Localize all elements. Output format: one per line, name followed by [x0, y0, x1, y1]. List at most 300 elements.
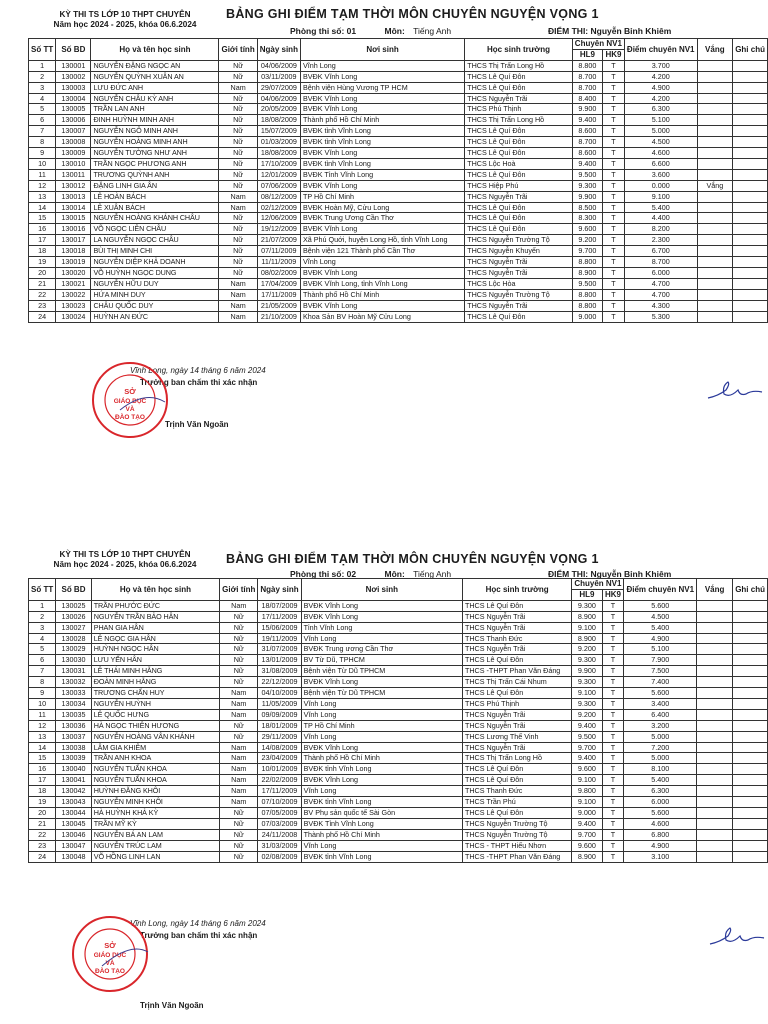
cell-noi-sinh: Thành phố Hồ Chí Minh — [301, 753, 462, 764]
cell-gioi-tinh: Nam — [220, 688, 258, 699]
cell-vang — [697, 851, 733, 862]
cell-so-tt: 21 — [29, 818, 56, 829]
cell-so-tt: 8 — [29, 137, 56, 148]
cell-so-tt: 10 — [29, 698, 56, 709]
cell-noi-sinh: BV Từ Dũ, TPHCM — [301, 655, 462, 666]
subject-label: Môn: — [384, 569, 405, 579]
cell-ho-ten: LÊ HOÀN BÁCH — [91, 191, 219, 202]
cell-so-tt: 24 — [29, 851, 56, 862]
cell-hl9: 9.300 — [572, 677, 602, 688]
table-row — [29, 235, 768, 246]
cell-hl9: 9.900 — [572, 104, 602, 115]
col-gioi-tinh: Giới tính — [219, 39, 257, 61]
cell-hl9: 9.300 — [572, 600, 602, 611]
cell-ngay-sinh: 08/12/2009 — [257, 191, 300, 202]
cell-truong: THCS Lê Quí Đôn — [462, 775, 571, 786]
cell-gioi-tinh: Nam — [220, 709, 258, 720]
cell-gioi-tinh: Nữ — [219, 71, 257, 82]
cell-gioi-tinh: Nữ — [219, 115, 257, 126]
cell-noi-sinh: BVĐK Vĩnh Long — [300, 180, 464, 191]
cell-ho-ten: LÊ NGỌC GIA HÂN — [91, 633, 219, 644]
cell-hk9: T — [603, 169, 625, 180]
cell-ngay-sinh: 29/11/2009 — [258, 731, 301, 742]
table-row — [29, 268, 768, 279]
col-hk9: HK9 — [603, 49, 625, 60]
cell-so-bd: 130032 — [56, 677, 92, 688]
cell-ho-ten: LƯU ĐỨC ANH — [91, 82, 219, 93]
cell-noi-sinh: Bệnh viện 121 Thành phố Cần Thơ — [300, 246, 464, 257]
cell-ghi-chu — [733, 622, 768, 633]
cell-diem: 4.900 — [624, 82, 697, 93]
cell-ngay-sinh: 17/04/2009 — [257, 278, 300, 289]
cell-ho-ten: TRƯƠNG CHẤN HUY — [91, 688, 219, 699]
cell-ngay-sinh: 07/03/2009 — [258, 818, 301, 829]
cell-ghi-chu — [733, 633, 768, 644]
cell-hl9: 9.700 — [572, 742, 602, 753]
cell-ghi-chu — [733, 300, 768, 311]
cell-so-bd: 130001 — [56, 60, 91, 71]
cell-gioi-tinh: Nam — [220, 753, 258, 764]
cell-so-bd: 130047 — [56, 840, 92, 851]
cell-so-bd: 130046 — [56, 829, 92, 840]
cell-noi-sinh: BVĐK Vĩnh Long — [300, 93, 464, 104]
cell-so-tt: 24 — [29, 311, 56, 322]
cell-noi-sinh: BVĐK Vĩnh Long — [301, 611, 462, 622]
cell-hk9: T — [602, 731, 624, 742]
cell-ghi-chu — [733, 764, 768, 775]
cell-ho-ten: VÕ HỒNG LINH LAN — [91, 851, 219, 862]
cell-noi-sinh: BVĐK Vĩnh Long — [301, 600, 462, 611]
cell-noi-sinh: BVĐK tỉnh Vĩnh Long — [300, 137, 464, 148]
cell-so-bd: 130029 — [56, 644, 92, 655]
cell-so-bd: 130002 — [56, 71, 91, 82]
table-row — [29, 115, 768, 126]
cell-ho-ten: VÕ HUỲNH NGỌC DUNG — [91, 268, 219, 279]
cell-hl9: 8.700 — [572, 82, 602, 93]
cell-vang — [697, 257, 733, 268]
cell-so-bd: 130040 — [56, 764, 92, 775]
cell-ho-ten: NGUYỄN TRẦN BẢO HÂN — [91, 611, 219, 622]
cell-vang — [697, 104, 733, 115]
cell-hl9: 9.100 — [572, 688, 602, 699]
cell-ghi-chu — [733, 829, 768, 840]
cell-diem: 5.100 — [624, 644, 697, 655]
cell-hl9: 8.800 — [572, 300, 602, 311]
cell-ngay-sinh: 17/10/2009 — [257, 158, 300, 169]
cell-so-tt: 17 — [29, 775, 56, 786]
cell-hk9: T — [602, 677, 624, 688]
table-row — [29, 213, 768, 224]
cell-noi-sinh: Bệnh viện Từ Dũ TPHCM — [301, 666, 462, 677]
table-row — [29, 851, 768, 862]
cell-hl9: 8.300 — [572, 213, 602, 224]
cell-truong: THCS Lê Quí Đôn — [465, 202, 573, 213]
cell-hl9: 8.800 — [572, 257, 602, 268]
cell-noi-sinh: Thành phố Hồ Chí Minh — [301, 829, 462, 840]
cell-hk9: T — [602, 851, 624, 862]
cell-ngay-sinh: 07/10/2009 — [258, 797, 301, 808]
cell-so-bd: 130020 — [56, 268, 91, 279]
cell-diem: 5.400 — [624, 775, 697, 786]
cell-ho-ten: NGUYỄN HOÀNG VÂN KHÁNH — [91, 731, 219, 742]
cell-noi-sinh: BVĐK Vĩnh Long — [301, 775, 462, 786]
cell-vang — [697, 158, 733, 169]
cell-truong: THCS Lê Quí Đôn — [465, 169, 573, 180]
cell-hk9: T — [603, 213, 625, 224]
cell-so-tt: 4 — [29, 633, 56, 644]
cell-ho-ten: LƯU YẾN HÂN — [91, 655, 219, 666]
cell-truong: THCS Lê Quí Đôn — [462, 808, 571, 819]
cell-so-tt: 23 — [29, 840, 56, 851]
cell-vang — [697, 278, 733, 289]
cell-truong: THCS Nguyễn Trãi — [465, 300, 573, 311]
table-row — [29, 180, 768, 191]
cell-gioi-tinh: Nữ — [219, 268, 257, 279]
cell-ghi-chu — [733, 126, 768, 137]
cell-ho-ten: NGUYỄN TUẤN KHOA — [91, 775, 219, 786]
cell-hl9: 9.000 — [572, 311, 602, 322]
cell-hl9: 9.500 — [572, 278, 602, 289]
cell-so-tt: 17 — [29, 235, 56, 246]
cell-noi-sinh: BVĐK Vĩnh Long — [300, 148, 464, 159]
cell-hk9: T — [603, 289, 625, 300]
cell-hl9: 8.900 — [572, 268, 602, 279]
cell-so-tt: 3 — [29, 82, 56, 93]
cell-ho-ten: TRẦN PHƯỚC ĐỨC — [91, 600, 219, 611]
cell-so-tt: 1 — [29, 600, 56, 611]
table-row — [29, 82, 768, 93]
cell-vang — [697, 246, 733, 257]
cell-gioi-tinh: Nữ — [220, 851, 258, 862]
cell-ngay-sinh: 23/04/2009 — [258, 753, 301, 764]
cell-diem: 6.000 — [624, 268, 697, 279]
cell-so-tt: 21 — [29, 278, 56, 289]
cell-gioi-tinh: Nữ — [220, 720, 258, 731]
table-row — [29, 753, 768, 764]
cell-so-tt: 19 — [29, 257, 56, 268]
cell-so-tt: 6 — [29, 655, 56, 666]
table-row — [29, 289, 768, 300]
cell-truong: THCS Nguyễn Trãi — [462, 622, 571, 633]
cell-ngay-sinh: 11/11/2009 — [257, 257, 300, 268]
cell-truong: THCS Lộc Hoà — [465, 158, 573, 169]
cell-hk9: T — [603, 191, 625, 202]
cell-gioi-tinh: Nam — [219, 82, 257, 93]
cell-truong: THCS Lộc Hòa — [465, 278, 573, 289]
score-sheet-room-2 — [0, 512, 768, 1012]
cell-so-tt: 14 — [29, 742, 56, 753]
cell-so-bd: 130005 — [56, 104, 91, 115]
cell-ngay-sinh: 21/05/2009 — [257, 300, 300, 311]
cell-truong: THCS Lê Quí Đôn — [465, 137, 573, 148]
cell-ghi-chu — [733, 158, 768, 169]
col-so-bd: Số BD — [56, 39, 91, 61]
cell-so-tt: 10 — [29, 158, 56, 169]
cell-hl9: 8.900 — [572, 633, 602, 644]
cell-truong: THCS Thanh Đức — [462, 633, 571, 644]
cell-diem: 9.100 — [624, 191, 697, 202]
cell-so-bd: 130014 — [56, 202, 91, 213]
cell-ngay-sinh: 21/07/2009 — [257, 235, 300, 246]
cell-diem: 6.300 — [624, 104, 697, 115]
cell-noi-sinh: Thành phố Hồ Chí Minh — [300, 289, 464, 300]
cell-vang — [697, 71, 733, 82]
cell-ho-ten: CHÂU QUỐC DUY — [91, 300, 219, 311]
cell-so-tt: 9 — [29, 688, 56, 699]
cell-hl9: 9.100 — [572, 622, 602, 633]
col-ngay-sinh: Ngày sinh — [258, 579, 301, 601]
cell-diem: 8.100 — [624, 764, 697, 775]
cell-hl9: 9.200 — [572, 235, 602, 246]
room-number: Phòng thi số: 02 — [290, 569, 357, 579]
table-row — [29, 71, 768, 82]
cell-ghi-chu — [733, 851, 768, 862]
cell-vang — [697, 775, 733, 786]
cell-truong: THCS Nguyễn Trãi — [462, 720, 571, 731]
col-truong: Học sinh trường — [465, 39, 573, 61]
cell-so-tt: 18 — [29, 246, 56, 257]
cell-diem: 4.900 — [624, 633, 697, 644]
cell-ngay-sinh: 31/07/2009 — [258, 644, 301, 655]
cell-ghi-chu — [733, 797, 768, 808]
cell-gioi-tinh: Nữ — [220, 731, 258, 742]
cell-hl9: 8.600 — [572, 126, 602, 137]
cell-so-bd: 130045 — [56, 818, 92, 829]
cell-diem: 4.300 — [624, 300, 697, 311]
cell-diem: 4.500 — [624, 611, 697, 622]
cell-vang — [697, 611, 733, 622]
cell-ho-ten: NGUYỄN ĐẶNG NGỌC AN — [91, 60, 219, 71]
cell-diem: 3.400 — [624, 698, 697, 709]
svg-text:GIÁO DỤC: GIÁO DỤC — [93, 952, 127, 959]
cell-noi-sinh: BVĐK Vĩnh Long — [300, 268, 464, 279]
cell-ngay-sinh: 09/09/2009 — [258, 709, 301, 720]
cell-truong: THCS Nguyễn Trường Tộ — [465, 235, 573, 246]
cell-ghi-chu — [733, 82, 768, 93]
cell-ngay-sinh: 11/05/2009 — [258, 698, 301, 709]
cell-hk9: T — [603, 268, 625, 279]
cell-hk9: T — [603, 246, 625, 257]
cell-so-bd: 130013 — [56, 191, 91, 202]
cell-ngay-sinh: 08/02/2009 — [257, 268, 300, 279]
cell-gioi-tinh: Nữ — [219, 60, 257, 71]
cell-so-tt: 20 — [29, 808, 56, 819]
cell-hl9: 9.700 — [572, 829, 602, 840]
cell-diem: 4.400 — [624, 213, 697, 224]
cell-ghi-chu — [733, 818, 768, 829]
cell-so-tt: 6 — [29, 115, 56, 126]
cell-so-tt: 11 — [29, 709, 56, 720]
table-row — [29, 622, 768, 633]
cell-so-bd: 130027 — [56, 622, 92, 633]
cell-so-bd: 130038 — [56, 742, 92, 753]
cell-diem: 8.700 — [624, 257, 697, 268]
cell-so-bd: 130044 — [56, 808, 92, 819]
cell-truong: THCS Trần Phú — [462, 797, 571, 808]
table-row — [29, 148, 768, 159]
cell-so-bd: 130017 — [56, 235, 91, 246]
cell-truong: THCS Nguyễn Trãi — [465, 191, 573, 202]
cell-ghi-chu — [733, 289, 768, 300]
cell-vang — [697, 818, 733, 829]
table-row — [29, 191, 768, 202]
cell-noi-sinh: Khoa Sản BV Hoàn Mỹ Cửu Long — [300, 311, 464, 322]
cell-noi-sinh: BVĐK Trung Ương Cần Thơ — [300, 213, 464, 224]
cell-gioi-tinh: Nữ — [219, 235, 257, 246]
table-row — [29, 840, 768, 851]
cell-hk9: T — [603, 235, 625, 246]
cell-ngay-sinh: 31/03/2009 — [258, 840, 301, 851]
cell-gioi-tinh: Nam — [219, 191, 257, 202]
cell-truong: THCS Lê Quí Đôn — [465, 148, 573, 159]
svg-text:ĐÀO TẠO: ĐÀO TẠO — [115, 414, 145, 421]
col-hk9: HK9 — [602, 589, 624, 600]
cell-hk9: T — [602, 600, 624, 611]
cell-ngay-sinh: 02/08/2009 — [258, 851, 301, 862]
school-year: Năm học 2024 - 2025, khóa 06.6.2024 — [53, 560, 197, 569]
cell-vang — [697, 666, 733, 677]
table-row — [29, 688, 768, 699]
cell-noi-sinh: BV Phụ sản quốc tế Sài Gòn — [301, 808, 462, 819]
col-so-tt: Số TT — [29, 39, 56, 61]
cell-diem: 4.200 — [624, 93, 697, 104]
cell-diem: 3.200 — [624, 720, 697, 731]
cell-truong: THCS Thị Trấn Long Hồ — [462, 753, 571, 764]
cell-truong: THCS Lê Quí Đôn — [465, 71, 573, 82]
table-row — [29, 829, 768, 840]
cell-hk9: T — [602, 786, 624, 797]
cell-ngay-sinh: 14/08/2009 — [258, 742, 301, 753]
cell-gioi-tinh: Nữ — [219, 158, 257, 169]
cell-hk9: T — [603, 257, 625, 268]
cell-hl9: 9.200 — [572, 644, 602, 655]
cell-vang — [697, 688, 733, 699]
cell-noi-sinh: BVĐK tỉnh Vĩnh Long — [300, 126, 464, 137]
cell-ho-ten: PHAN GIA HÂN — [91, 622, 219, 633]
cell-noi-sinh: BVĐK tỉnh Vĩnh Long — [301, 797, 462, 808]
cell-ghi-chu — [733, 775, 768, 786]
cell-vang — [697, 720, 733, 731]
cell-noi-sinh: Vĩnh Long — [301, 731, 462, 742]
cell-diem: 6.300 — [624, 786, 697, 797]
cell-gioi-tinh: Nam — [220, 797, 258, 808]
cell-ho-ten: HUỲNH ĐĂNG KHÔI — [91, 786, 219, 797]
cell-so-tt: 13 — [29, 191, 56, 202]
cell-diem: 5.300 — [624, 311, 697, 322]
cell-diem: 4.700 — [624, 278, 697, 289]
cell-ho-ten: TRẦN NGỌC PHƯƠNG ANH — [91, 158, 219, 169]
cell-vang: Vắng — [697, 180, 733, 191]
cell-gioi-tinh: Nữ — [220, 677, 258, 688]
cell-hl9: 9.800 — [572, 786, 602, 797]
col-vang: Vắng — [697, 39, 733, 61]
cell-vang — [697, 698, 733, 709]
cell-hk9: T — [603, 137, 625, 148]
cell-ghi-chu — [733, 60, 768, 71]
col-chuyen-nv1: Chuyên NV1 — [572, 39, 624, 50]
cell-hk9: T — [603, 104, 625, 115]
cell-ngay-sinh: 04/10/2009 — [258, 688, 301, 699]
cell-ho-ten: LÊ XUÂN BÁCH — [91, 202, 219, 213]
svg-text:SỞ: SỞ — [104, 941, 116, 950]
cell-hl9: 9.200 — [572, 709, 602, 720]
cell-hk9: T — [603, 60, 625, 71]
cell-so-bd: 130022 — [56, 289, 91, 300]
col-diem: Điểm chuyên NV1 — [624, 579, 697, 601]
cell-vang — [697, 235, 733, 246]
cell-vang — [697, 224, 733, 235]
score-table — [28, 578, 768, 863]
cell-truong: THCS Lương Thế Vinh — [462, 731, 571, 742]
exam-heading — [30, 10, 220, 30]
cell-diem: 7.400 — [624, 677, 697, 688]
footer-signer: Trịnh Văn Ngoãn — [140, 1001, 204, 1010]
cell-hl9: 9.100 — [572, 797, 602, 808]
cell-so-bd: 130042 — [56, 786, 92, 797]
cell-vang — [697, 300, 733, 311]
cell-hk9: T — [603, 202, 625, 213]
cell-gioi-tinh: Nữ — [219, 257, 257, 268]
table-row — [29, 786, 768, 797]
cell-ngay-sinh: 07/11/2009 — [257, 246, 300, 257]
cell-so-tt: 7 — [29, 666, 56, 677]
cell-so-bd: 130025 — [56, 600, 92, 611]
cell-vang — [697, 829, 733, 840]
cell-ngay-sinh: 03/11/2009 — [257, 71, 300, 82]
cell-truong: THCS Lê Quí Đôn — [465, 126, 573, 137]
cell-so-tt: 2 — [29, 71, 56, 82]
cell-ho-ten: LÊ QUỐC HƯNG — [91, 709, 219, 720]
cell-ngay-sinh: 17/11/2009 — [258, 611, 301, 622]
cell-vang — [697, 600, 733, 611]
cell-so-bd: 130041 — [56, 775, 92, 786]
cell-gioi-tinh: Nữ — [219, 104, 257, 115]
cell-truong: THCS Nguyễn Trãi — [462, 644, 571, 655]
cell-ghi-chu — [733, 786, 768, 797]
cell-so-bd: 130015 — [56, 213, 91, 224]
cell-hl9: 9.900 — [572, 666, 602, 677]
score-sheet-room-1 — [0, 0, 768, 500]
cell-ho-ten: LÂM GIA KHIÊM — [91, 742, 219, 753]
cell-so-bd: 130039 — [56, 753, 92, 764]
cell-ghi-chu — [733, 278, 768, 289]
cell-hk9: T — [602, 644, 624, 655]
table-row — [29, 60, 768, 71]
cell-hl9: 9.300 — [572, 698, 602, 709]
cell-so-bd: 130006 — [56, 115, 91, 126]
sheet-title: BẢNG GHI ĐIỂM TẠM THỜI MÔN CHUYÊN NGUYỆN VỌNG 1 — [226, 7, 599, 21]
cell-ghi-chu — [733, 71, 768, 82]
cell-truong: THCS Thị Trấn Cái Nhum — [462, 677, 571, 688]
cell-ho-ten: ĐOÀN MINH HẰNG — [91, 677, 219, 688]
cell-hl9: 8.900 — [572, 851, 602, 862]
cell-truong: THCS Nguyễn Trãi — [462, 709, 571, 720]
exam-name: KỲ THI TS LỚP 10 THPT CHUYÊN — [59, 10, 191, 19]
cell-noi-sinh: TP Hồ Chí Minh — [300, 191, 464, 202]
cell-diem: 5.600 — [624, 600, 697, 611]
cell-vang — [697, 622, 733, 633]
exam-heading — [30, 550, 220, 570]
cell-hk9: T — [602, 797, 624, 808]
cell-ghi-chu — [733, 611, 768, 622]
cell-ngay-sinh: 04/06/2009 — [257, 60, 300, 71]
cell-diem: 4.700 — [624, 289, 697, 300]
cell-hk9: T — [603, 158, 625, 169]
cell-ngay-sinh: 17/11/2009 — [258, 786, 301, 797]
cell-ho-ten: NGUYỄN DIỆP KHẢ DOANH — [91, 257, 219, 268]
table-body — [29, 60, 768, 322]
exam-site: ĐIỂM THI: Nguyễn Bỉnh Khiêm — [548, 569, 672, 579]
